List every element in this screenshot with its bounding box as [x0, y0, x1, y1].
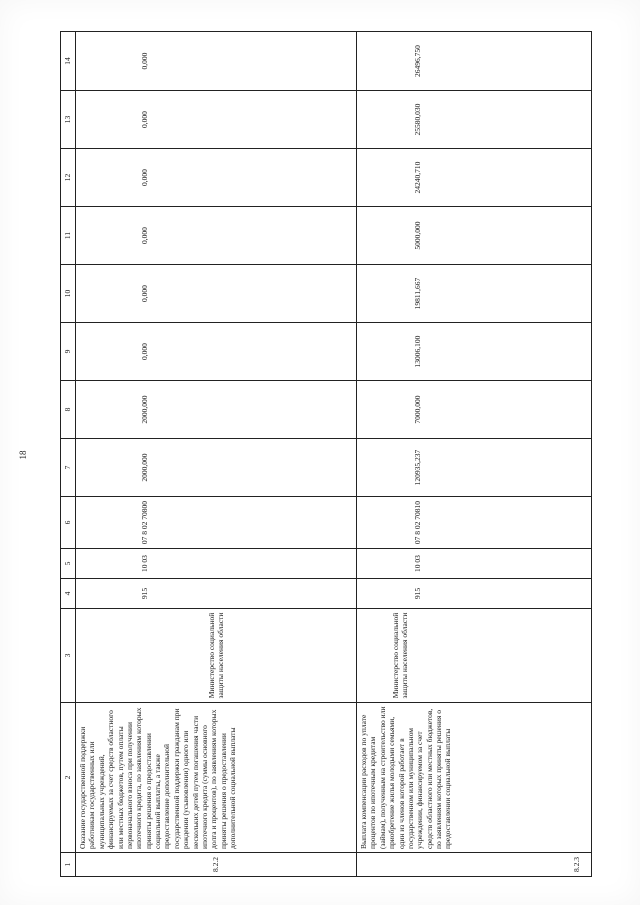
row-code-cs: 07 8 02 70810	[357, 497, 592, 549]
row-value-12: 24240,710	[357, 149, 592, 207]
col-header-4: 4	[61, 579, 76, 609]
column-number-row	[61, 32, 76, 877]
col-header-13: 13	[61, 91, 76, 149]
row-value-13: 0,000	[76, 91, 357, 149]
col-header-5: 5	[61, 549, 76, 579]
row-description: Выплата компенсации расходов по уплате процентов по ипотечным кредитам (займам), полученным на строительство или приобретение жилья молодыми семьями, один из членов которой работает в государственном или муниципальном учреждении, финансируемом за счет средств областного или местных бюджетов, по заявлениям которых приняты решения о предоставлении социальной выплаты	[357, 703, 592, 853]
row-number: 8.2.2	[76, 853, 357, 877]
col-header-11: 11	[61, 207, 76, 265]
table-row	[357, 32, 592, 877]
col-header-2: 2	[61, 703, 76, 853]
col-header-8: 8	[61, 381, 76, 439]
col-header-12: 12	[61, 149, 76, 207]
row-code-gr: 915	[357, 579, 592, 609]
col-header-7: 7	[61, 439, 76, 497]
col-header-10: 10	[61, 265, 76, 323]
col-header-3: 3	[61, 609, 76, 703]
page-number: 18	[18, 450, 28, 460]
table-row	[76, 32, 357, 877]
col-header-6: 6	[61, 497, 76, 549]
row-value-7: 120935,237	[357, 439, 592, 497]
row-value-9: 0,000	[76, 323, 357, 381]
row-value-14: 0,000	[76, 32, 357, 91]
row-code-rz: 10 03	[357, 549, 592, 579]
row-value-10: 0,000	[76, 265, 357, 323]
col-header-14: 14	[61, 32, 76, 91]
row-description: Оказание государственной поддержки работникам государственных или муниципальных учреждений, финансируемых за счет средств областного или местных бюджетов, путем оплаты первоначального взноса при получении ипотечного кредита, по заявлениям которых приняты решения о предоставлении социальной выплаты, а также предоставление дополнительной государственной поддержки гражданам при рождении (усыновлении) одного или нескольких детей путем погашения части ипотечного кредита (суммы основного долга и процентов), по заявлениям которых приняты решения о предоставлении дополнительной социальной выплаты	[76, 703, 357, 853]
row-code-cs: 07 8 02 70800	[76, 497, 357, 549]
row-value-12: 0,000	[76, 149, 357, 207]
row-value-8: 2000,000	[76, 381, 357, 439]
row-code-rz: 10 03	[76, 549, 357, 579]
row-value-13: 25580,030	[357, 91, 592, 149]
col-header-1: 1	[61, 853, 76, 877]
row-value-8: 7000,000	[357, 381, 592, 439]
row-value-7: 2000,000	[76, 439, 357, 497]
row-number: 8.2.3	[357, 853, 592, 877]
row-value-14: 26496,750	[357, 32, 592, 91]
row-executor: Министерство социальной защиты населения области	[76, 609, 357, 703]
rotated-table-sheet	[60, 32, 581, 877]
budget-table	[60, 31, 592, 877]
row-executor: Министерство социальной защиты населения области	[357, 609, 592, 703]
row-value-11: 0,000	[76, 207, 357, 265]
row-value-9: 13006,100	[357, 323, 592, 381]
row-code-gr: 915	[76, 579, 357, 609]
col-header-9: 9	[61, 323, 76, 381]
row-value-11: 5000,000	[357, 207, 592, 265]
row-value-10: 19811,667	[357, 265, 592, 323]
